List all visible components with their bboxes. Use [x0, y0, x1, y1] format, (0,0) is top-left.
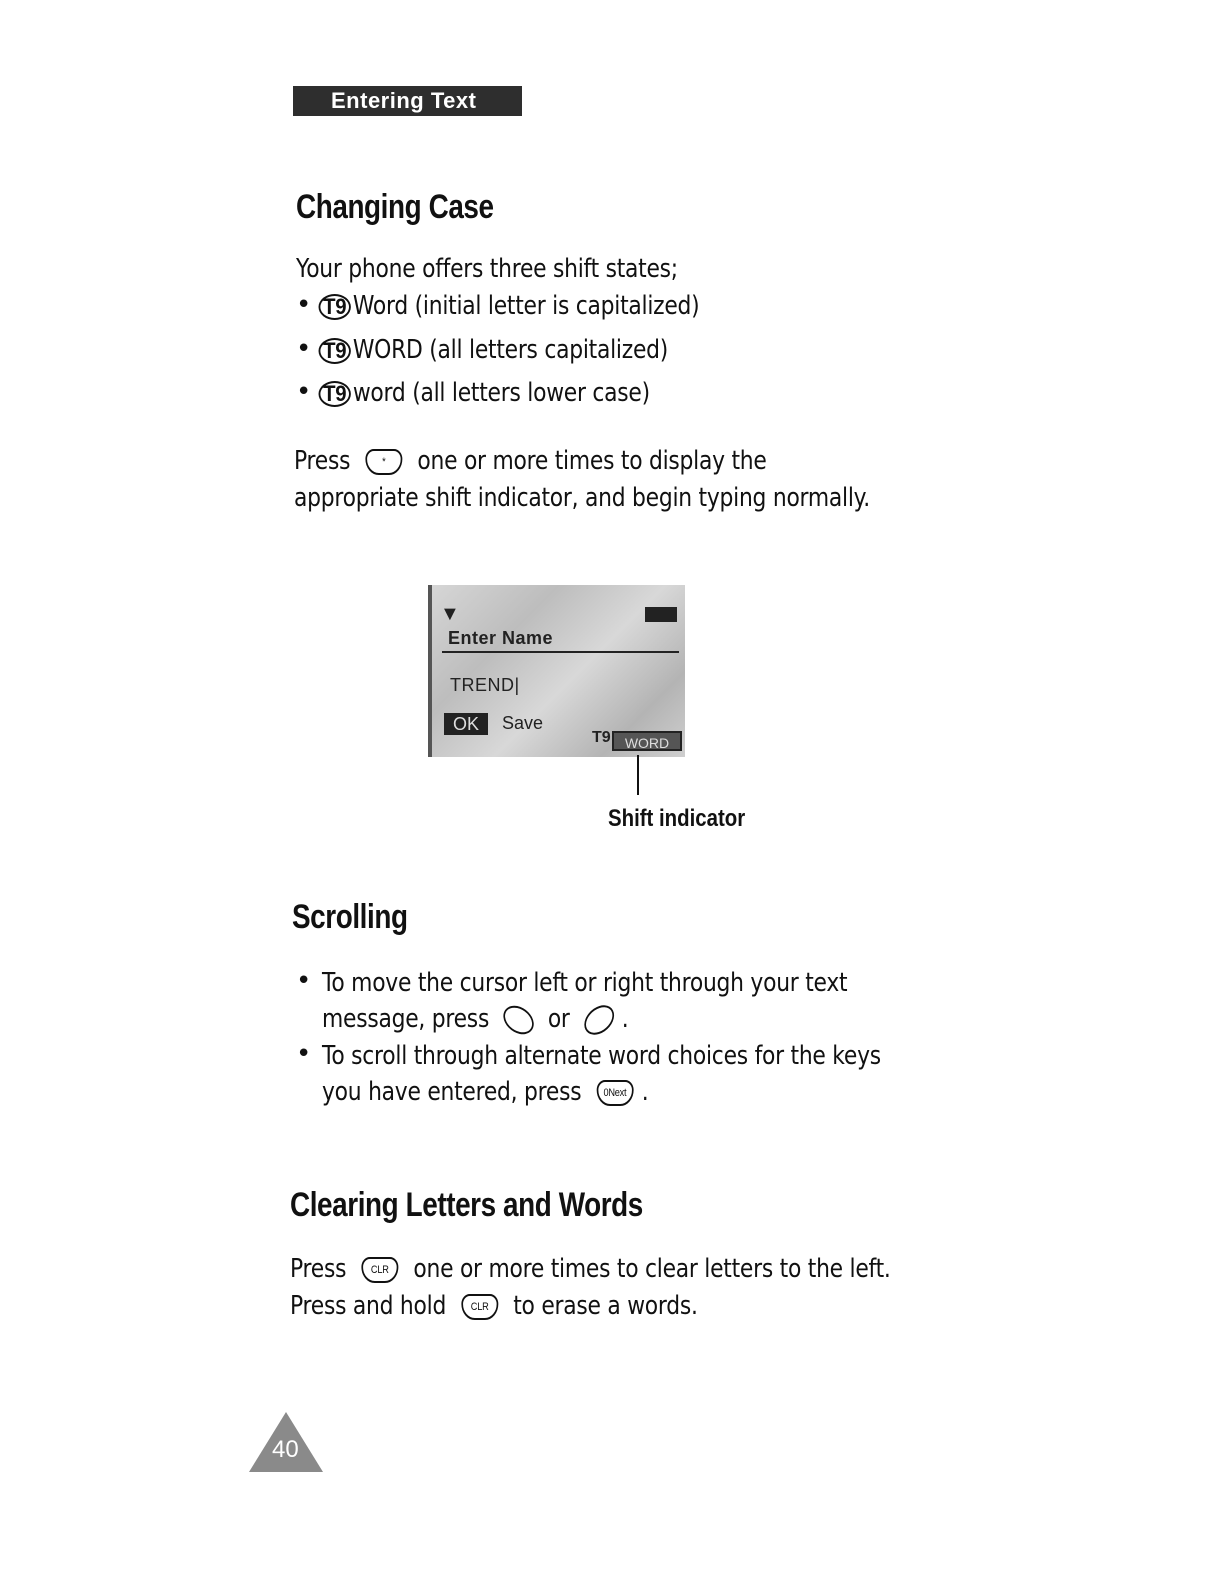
screen-divider [442, 651, 679, 653]
page-number: 40 [272, 1436, 299, 1463]
left-nav-key-icon [499, 1000, 537, 1040]
changing-case-intro: Your phone offers three shift states; [296, 254, 678, 284]
shift-state-label: word (all letters lower case) [352, 378, 650, 408]
clear-text: one or more times to clear letters to the left. [413, 1254, 891, 1284]
bullet-icon: • [296, 1039, 312, 1069]
screen-ok-softkey: OK [444, 713, 488, 735]
bullet-icon: • [296, 966, 312, 996]
zero-next-key-icon: 0Next [596, 1080, 633, 1106]
shift-state-label: Word (initial letter is capitalized) [352, 291, 700, 321]
scrolling-item2-line1: To scroll through alternate word choices for the keys [322, 1041, 881, 1071]
scroll-end-text: . [621, 1004, 629, 1034]
star-key-icon: * [365, 449, 402, 475]
entered-text-value: TREND [450, 675, 515, 695]
screen-shift-indicator: WORD [612, 731, 682, 751]
scroll-text: you have entered, press [322, 1077, 582, 1107]
clear-text: to erase a words. [513, 1291, 698, 1321]
screen-title: Enter Name [448, 628, 554, 648]
section-header [293, 86, 522, 116]
instruction-text: one or more times to display the [417, 446, 767, 476]
list-item [320, 378, 650, 408]
heading-scrolling: Scrolling [292, 898, 408, 936]
scrolling-item1-line1: To move the cursor left or right through your text [322, 968, 848, 998]
callout-line [637, 755, 639, 795]
screen-save-label: Save [502, 713, 544, 733]
changing-case-instruction [294, 446, 767, 476]
clearing-line2 [290, 1291, 698, 1321]
bullet-icon: • [296, 290, 312, 320]
screen-t9-icon: T9 [592, 729, 611, 746]
shift-state-label: WORD (all letters capitalized) [352, 335, 669, 365]
changing-case-instruction-line2: appropriate shift indicator, and begin typing normally. [294, 483, 870, 513]
battery-icon [645, 607, 677, 622]
clear-text: Press and hold [290, 1291, 447, 1321]
scrolling-item1-line2 [322, 1004, 628, 1034]
clear-text: Press [290, 1254, 347, 1284]
callout-shift-indicator: Shift indicator [608, 805, 746, 832]
scroll-text: message, press [322, 1004, 490, 1034]
t9-icon: T9 [319, 381, 351, 407]
instruction-text: Press [294, 446, 351, 476]
clr-key-icon: CLR [461, 1294, 498, 1320]
scrolling-item2-line2 [322, 1077, 648, 1107]
list-item [320, 335, 668, 365]
bullet-icon: • [296, 334, 312, 364]
section-header-label: Entering Text [331, 88, 477, 113]
screen-entered-text: TREND| [450, 675, 520, 695]
right-nav-key-icon [580, 999, 619, 1041]
heading-changing-case: Changing Case [296, 188, 494, 226]
list-item [320, 291, 699, 321]
t9-icon: T9 [319, 338, 351, 364]
signal-icon: ▼ [440, 603, 460, 625]
t9-icon: T9 [319, 294, 351, 320]
bullet-icon: • [296, 377, 312, 407]
clr-key-icon: CLR [361, 1257, 398, 1283]
phone-screen-illustration [428, 585, 685, 757]
clearing-line1 [290, 1254, 891, 1284]
scroll-or-text: or [547, 1004, 570, 1034]
heading-clearing: Clearing Letters and Words [290, 1186, 643, 1224]
scroll-end-text: . [641, 1077, 649, 1107]
